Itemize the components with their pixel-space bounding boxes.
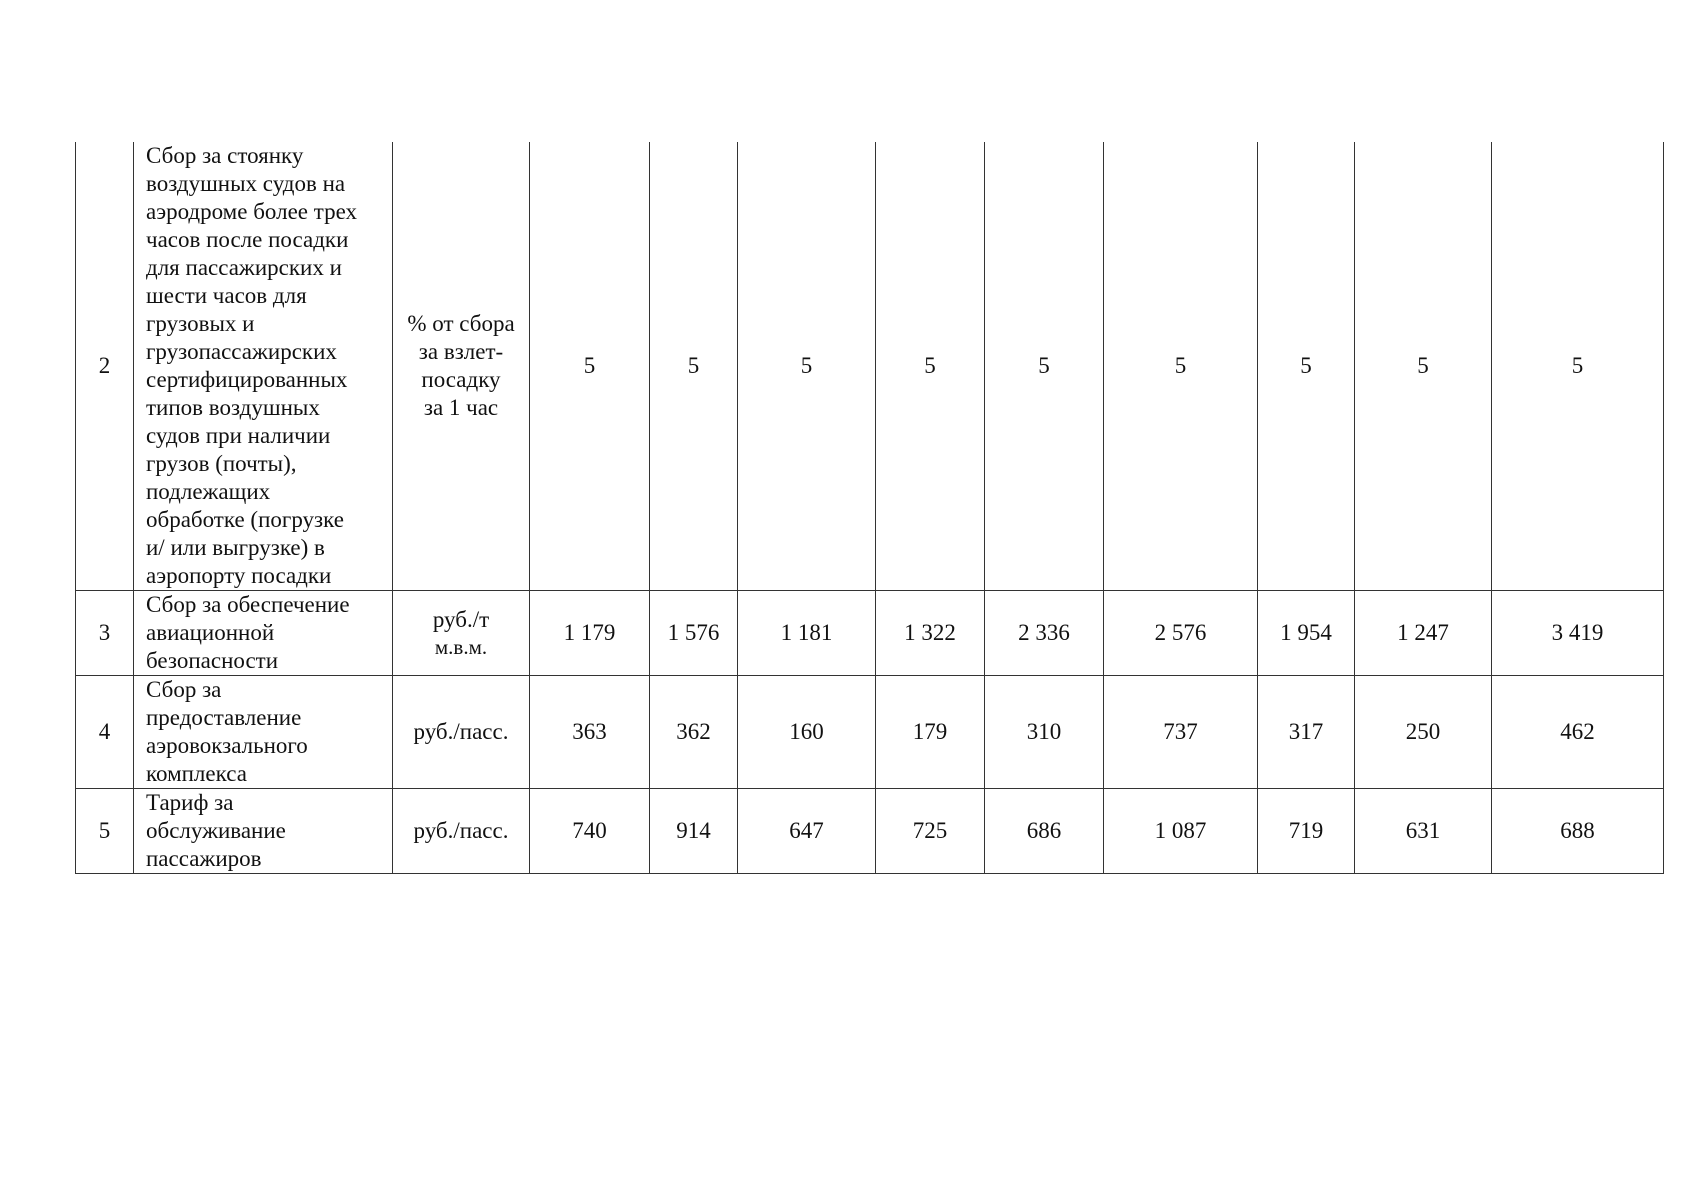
fee-name-line: для пассажирских и [146,255,342,280]
row-number: 2 [76,142,134,591]
table-row [76,591,1664,676]
value-cell: 5 [876,142,985,591]
value-cell: 317 [1258,676,1355,789]
fee-name-line: шести часов для [146,283,307,308]
row-number: 5 [76,789,134,874]
value-cell: 5 [738,142,876,591]
value-cell: 914 [650,789,738,874]
fee-name-line: грузопассажирских [146,339,337,364]
value-cell: 462 [1492,676,1664,789]
table-row [76,142,1664,591]
fee-name-line: безопасности [146,648,279,673]
value-cell: 2 336 [985,591,1104,676]
fee-name-line: авиационной [146,620,275,645]
value-cell: 5 [530,142,650,591]
value-cell: 719 [1258,789,1355,874]
fee-name-line: Сбор за обеспечение [146,592,350,617]
unit-line: % от сбора [407,311,515,336]
fee-name-line: обслуживание [146,818,286,843]
fee-name-line: воздушных судов на [146,171,346,196]
value-cell: 1 576 [650,591,738,676]
fee-name [134,789,393,874]
unit-line: за 1 час [423,395,499,420]
fee-name [134,676,393,789]
value-cell: 5 [650,142,738,591]
value-cell: 160 [738,676,876,789]
fee-name-line: аэровокзального [146,733,308,758]
tariff-table [75,142,1664,874]
fee-name-line: пассажиров [146,846,262,871]
value-cell: 5 [1104,142,1258,591]
fee-name-line: и/ или выгрузке) в [146,535,325,560]
value-cell: 1 179 [530,591,650,676]
unit-line: руб./пасс. [413,818,509,843]
value-cell: 688 [1492,789,1664,874]
fee-name-line: Сбор за стоянку [146,143,304,168]
value-cell: 1 322 [876,591,985,676]
value-cell: 5 [985,142,1104,591]
fee-name-line: подлежащих [146,479,271,504]
value-cell: 2 576 [1104,591,1258,676]
table-row [76,789,1664,874]
fee-name-line: предоставление [146,705,302,730]
unit-cell [393,676,530,789]
fee-name-line: сертифицированных [146,367,348,392]
value-cell: 1 954 [1258,591,1355,676]
row-number: 4 [76,676,134,789]
fee-name [134,591,393,676]
value-cell: 686 [985,789,1104,874]
value-cell: 179 [876,676,985,789]
fee-name-line: типов воздушных [146,395,320,420]
unit-cell [393,142,530,591]
row-number: 3 [76,591,134,676]
unit-line: посадку [421,367,501,392]
fee-name-line: Тариф за [146,790,234,815]
value-cell: 737 [1104,676,1258,789]
value-cell: 1 087 [1104,789,1258,874]
fee-name-line: часов после посадки [146,227,349,252]
fee-name-line: судов при наличии [146,423,331,448]
value-cell: 725 [876,789,985,874]
fee-name-line: комплекса [146,761,247,786]
fee-name-line: обработке (погрузке [146,507,344,532]
value-cell: 631 [1355,789,1492,874]
fee-name-line: Сбор за [146,677,222,702]
value-cell: 740 [530,789,650,874]
table-row [76,676,1664,789]
unit-cell [393,789,530,874]
fee-name-line: грузовых и [146,311,255,336]
value-cell: 5 [1258,142,1355,591]
value-cell: 1 181 [738,591,876,676]
value-cell: 3 419 [1492,591,1664,676]
value-cell: 310 [985,676,1104,789]
value-cell: 5 [1355,142,1492,591]
value-cell: 1 247 [1355,591,1492,676]
value-cell: 250 [1355,676,1492,789]
value-cell: 362 [650,676,738,789]
fee-name-line: аэропорту посадки [146,563,332,588]
unit-line: за взлет- [418,339,504,364]
unit-line: руб./пасс. [413,719,509,744]
value-cell: 363 [530,676,650,789]
value-cell: 5 [1492,142,1664,591]
fee-name [134,142,393,591]
fee-name-line: грузов (почты), [146,451,297,476]
unit-line: руб./т [432,607,490,632]
unit-line: м.в.м. [434,635,488,659]
value-cell: 647 [738,789,876,874]
fee-name-line: аэродроме более трех [146,199,357,224]
unit-cell [393,591,530,676]
